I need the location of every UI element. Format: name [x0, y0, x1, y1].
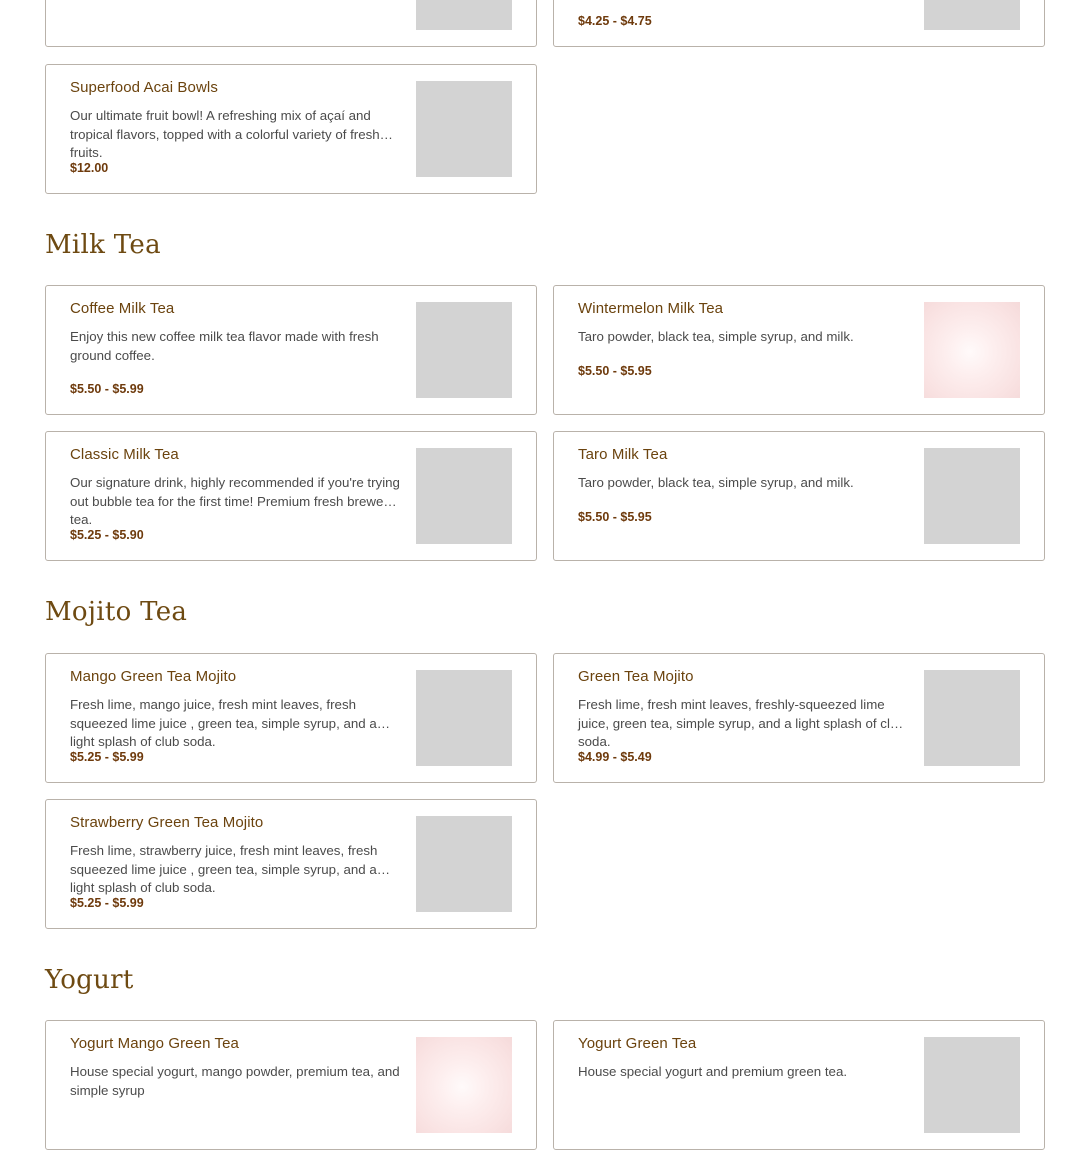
item-description: House special yogurt, mango powder, premium tea, and simple syrup [70, 1064, 400, 1098]
menu-item-card[interactable] [45, 0, 537, 47]
item-image [416, 302, 512, 398]
section-title-yogurt: Yogurt [45, 965, 134, 995]
item-name: Wintermelon Milk Tea [578, 300, 724, 317]
item-name: Coffee Milk Tea [70, 300, 175, 317]
item-price: $5.50 - $5.99 [70, 382, 144, 396]
item-image [416, 81, 512, 177]
section-title-milk-tea: Milk Tea [45, 230, 161, 260]
item-description: Our ultimate fruit bowl! A refreshing mix of açaí and tropical flavors, topped with a colorful variety of fresh fruits. [70, 108, 380, 160]
item-image [924, 302, 1020, 398]
item-image [924, 670, 1020, 766]
item-name: Strawberry Green Tea Mojito [70, 814, 264, 831]
menu-item-card[interactable] [553, 0, 1045, 47]
item-image [924, 0, 1020, 30]
item-price: $5.25 - $5.99 [70, 750, 144, 764]
item-description: Our signature drink, highly recommended if you're trying out bubble tea for the first time! Premium fresh brewed tea. [70, 475, 400, 527]
menu-item-card[interactable] [45, 64, 537, 194]
item-description: Taro powder, black tea, simple syrup, and milk. [578, 329, 854, 344]
item-name: Mango Green Tea Mojito [70, 668, 237, 685]
menu-item-card[interactable] [553, 653, 1045, 783]
item-image [924, 1037, 1020, 1133]
item-price: $5.50 - $5.95 [578, 510, 652, 524]
menu-item-card[interactable] [553, 1020, 1045, 1150]
menu-item-card[interactable] [553, 285, 1045, 415]
item-name: Yogurt Mango Green Tea [70, 1035, 239, 1052]
item-image [416, 670, 512, 766]
item-description: Fresh lime, strawberry juice, fresh mint leaves, fresh squeezed lime juice , green tea, simple syrup, and a light splash of club soda. [70, 843, 378, 895]
item-description: Enjoy this new coffee milk tea flavor made with fresh ground coffee. [70, 329, 379, 363]
menu-item-card[interactable] [553, 431, 1045, 561]
item-price: $4.25 - $4.75 [578, 14, 652, 28]
item-image [416, 1037, 512, 1133]
item-description: House special yogurt and premium green tea. [578, 1064, 848, 1079]
section-title-mojito-tea: Mojito Tea [45, 597, 188, 627]
item-image [924, 448, 1020, 544]
item-description: Fresh lime, fresh mint leaves, freshly-squeezed lime juice, green tea, simple syrup, and a light splash of club soda. [578, 697, 905, 749]
item-description: Fresh lime, mango juice, fresh mint leaves, fresh squeezed lime juice , green tea, simple syrup, and a light splash of club soda. [70, 697, 377, 749]
item-image [416, 816, 512, 912]
menu-item-card[interactable] [45, 285, 537, 415]
item-name: Green Tea Mojito [578, 668, 694, 685]
item-image [416, 0, 512, 30]
item-price: $5.25 - $5.90 [70, 528, 144, 542]
item-name: Yogurt Green Tea [578, 1035, 697, 1052]
menu-item-card[interactable] [45, 1020, 537, 1150]
item-price: $5.50 - $5.95 [578, 364, 652, 378]
item-description: Taro powder, black tea, simple syrup, and milk. [578, 475, 854, 490]
item-price: $4.99 - $5.49 [578, 750, 652, 764]
item-name: Taro Milk Tea [578, 446, 668, 463]
item-price: $12.00 [70, 161, 109, 175]
item-name: Classic Milk Tea [70, 446, 179, 463]
item-name: Superfood Acai Bowls [70, 79, 218, 96]
item-image [416, 448, 512, 544]
menu-item-card[interactable] [45, 653, 537, 783]
item-price: $5.25 - $5.99 [70, 896, 144, 910]
menu-item-card[interactable] [45, 799, 537, 929]
menu-item-card[interactable] [45, 431, 537, 561]
